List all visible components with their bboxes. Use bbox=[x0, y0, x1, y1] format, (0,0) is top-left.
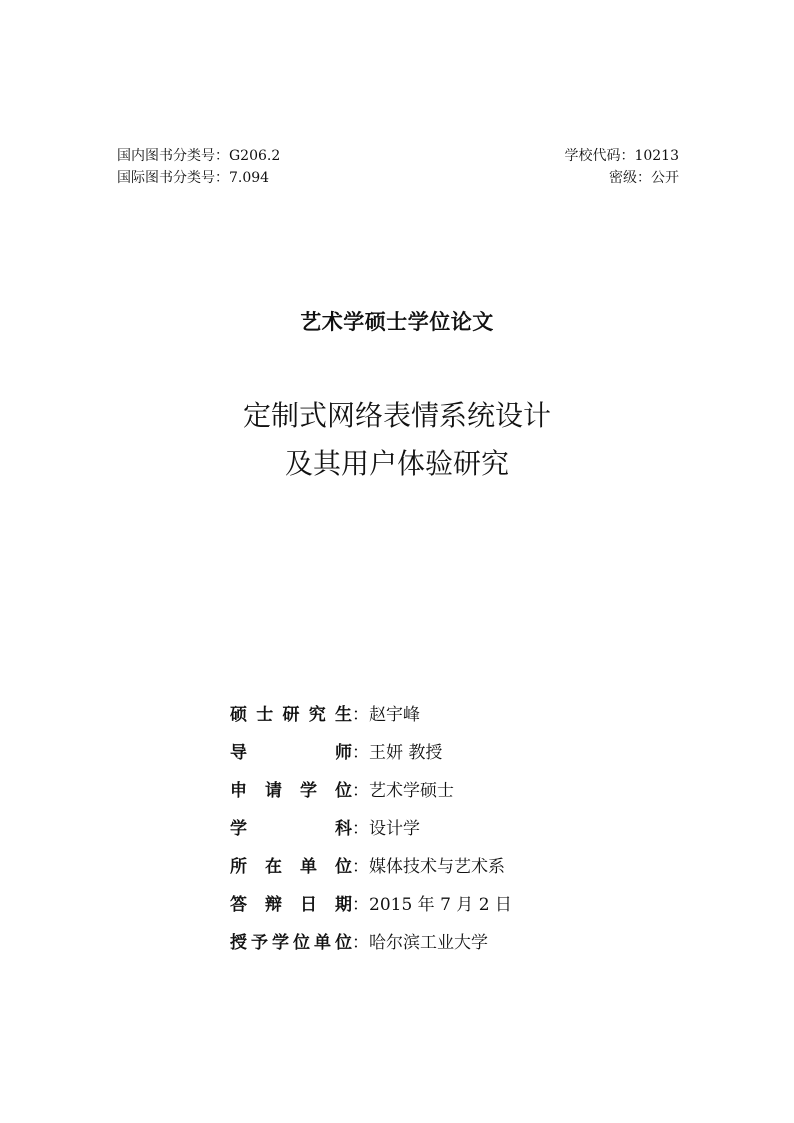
info-label-char: 师 bbox=[335, 743, 352, 763]
info-label-char: 请 bbox=[265, 781, 282, 801]
info-label bbox=[230, 890, 352, 915]
info-value-text: 设计学 bbox=[369, 819, 420, 839]
info-label-char: 在 bbox=[265, 857, 282, 877]
info-label-char: 学 bbox=[272, 933, 289, 953]
info-separator: ： bbox=[352, 781, 369, 801]
info-label bbox=[230, 700, 352, 725]
thesis-title bbox=[0, 392, 794, 488]
info-label-char: 所 bbox=[230, 857, 247, 877]
international-classification: 国际图书分类号：7.094 bbox=[117, 170, 270, 186]
thesis-title-line-1: 定制式网络表情系统设计 bbox=[242, 399, 551, 432]
info-label-char: 期 bbox=[335, 895, 352, 915]
info-value bbox=[352, 700, 420, 725]
info-label-char: 申 bbox=[230, 781, 247, 801]
info-value bbox=[352, 928, 488, 953]
info-row-degree-granting-unit bbox=[230, 928, 512, 966]
info-label-char: 答 bbox=[230, 895, 247, 915]
info-label-char: 辩 bbox=[265, 895, 282, 915]
secrecy-level: 密级：公开 bbox=[609, 170, 679, 186]
classification-left bbox=[117, 145, 280, 189]
info-label-char: 单 bbox=[314, 933, 331, 953]
info-separator: ： bbox=[352, 895, 369, 915]
info-value-text: 媒体技术与艺术系 bbox=[369, 857, 505, 877]
info-label-char: 学 bbox=[230, 819, 247, 839]
info-label-char: 位 bbox=[335, 857, 352, 877]
info-label-char: 位 bbox=[335, 933, 352, 953]
domestic-classification: 国内图书分类号：G206.2 bbox=[117, 148, 281, 164]
degree-type-heading: 艺术学硕士学位论文 bbox=[300, 310, 494, 334]
info-value-text: 王妍 教授 bbox=[369, 743, 443, 763]
info-label-char: 单 bbox=[300, 857, 317, 877]
info-row-master-student bbox=[230, 700, 512, 738]
info-label bbox=[230, 814, 352, 839]
info-row-defense-date bbox=[230, 890, 512, 928]
info-label-char: 位 bbox=[335, 781, 352, 801]
info-label-char: 学 bbox=[300, 781, 317, 801]
info-value-text: 哈尔滨工业大学 bbox=[369, 933, 488, 953]
info-label-char: 日 bbox=[300, 895, 317, 915]
info-label-char: 研 bbox=[282, 705, 300, 725]
info-separator: ： bbox=[352, 705, 369, 725]
school-code: 学校代码：10213 bbox=[564, 148, 679, 164]
info-label bbox=[230, 776, 352, 801]
info-value-text: 2015 年 7 月 2 日 bbox=[369, 895, 512, 915]
info-separator: ： bbox=[352, 857, 369, 877]
author-info-table bbox=[230, 700, 512, 966]
info-label bbox=[230, 852, 352, 877]
info-label-char: 科 bbox=[335, 819, 352, 839]
info-value-text: 艺术学硕士 bbox=[369, 781, 454, 801]
info-label-char: 硕 bbox=[230, 705, 247, 725]
info-row-affiliation bbox=[230, 852, 512, 890]
info-value bbox=[352, 890, 512, 915]
info-label-char: 授 bbox=[230, 933, 247, 953]
classification-right bbox=[564, 145, 679, 189]
info-row-discipline bbox=[230, 814, 512, 852]
info-value bbox=[352, 776, 454, 801]
info-label-char: 导 bbox=[230, 743, 247, 763]
info-separator: ： bbox=[352, 933, 369, 953]
info-row-applied-degree bbox=[230, 776, 512, 814]
info-value-text: 赵宇峰 bbox=[369, 705, 420, 725]
info-value bbox=[352, 852, 505, 877]
info-row-supervisor bbox=[230, 738, 512, 776]
thesis-title-line-2: 及其用户体验研究 bbox=[284, 447, 509, 480]
info-separator: ： bbox=[352, 743, 369, 763]
info-label-char: 究 bbox=[308, 705, 326, 725]
info-label-char: 位 bbox=[293, 933, 310, 953]
info-label-char: 生 bbox=[335, 705, 352, 725]
info-value bbox=[352, 738, 442, 763]
info-value bbox=[352, 814, 420, 839]
info-separator: ： bbox=[352, 819, 369, 839]
info-label bbox=[230, 928, 352, 953]
info-label-char: 士 bbox=[256, 705, 274, 725]
info-label-char: 予 bbox=[251, 933, 268, 953]
info-label bbox=[230, 738, 352, 763]
